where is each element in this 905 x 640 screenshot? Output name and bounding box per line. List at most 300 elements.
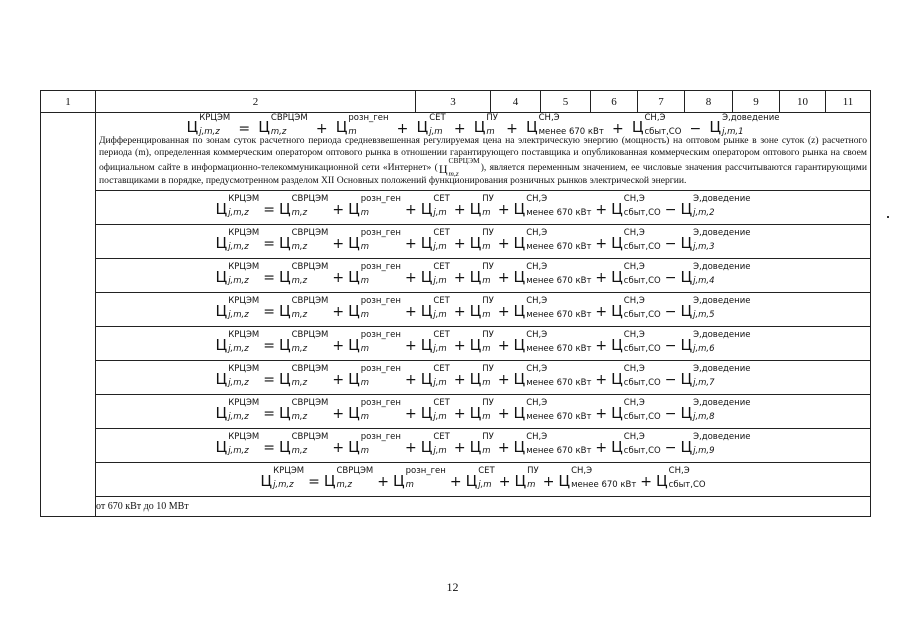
math-var [469, 296, 494, 321]
math-operator: + [497, 372, 510, 389]
math-base: Ц [513, 403, 526, 422]
math-base: Ц [278, 233, 291, 252]
table-row [41, 190, 871, 224]
math-var [348, 228, 401, 253]
math-subscript: j,m [433, 208, 447, 219]
math-base: Ц [513, 199, 526, 218]
math-operator: + [595, 440, 608, 457]
math-operator: − [664, 372, 677, 389]
tariff-table [40, 90, 871, 517]
math-subscript: j,m,8 [693, 412, 715, 423]
row-label-cell [41, 113, 96, 517]
math-superscript: СВРЦЭМ [291, 364, 329, 375]
math-base: Ц [469, 335, 482, 354]
math-base: Ц [348, 199, 360, 218]
math-superscript: КРЦЭМ [228, 228, 260, 239]
math-operator: − [664, 338, 677, 355]
math-var [469, 194, 494, 219]
math-var [258, 113, 308, 137]
math-operator: + [404, 440, 417, 457]
math-superscript: СН,Э [538, 113, 560, 123]
math-base: Ц [611, 233, 623, 252]
math-base: Ц [438, 161, 448, 176]
math-base: Ц [215, 233, 228, 252]
math-base: Ц [348, 403, 360, 422]
math-subscript: менее 670 кВт [571, 480, 637, 491]
math-superscript: КРЦЭМ [228, 398, 260, 409]
table-row [41, 360, 871, 394]
math-subscript: m [405, 480, 414, 491]
math-subscript: j,m,z [199, 126, 220, 137]
math-superscript: ПУ [482, 432, 494, 443]
math-operator: + [332, 440, 345, 457]
math-subscript: m [360, 446, 370, 457]
math-subscript: m [482, 344, 491, 355]
math-subscript: j,m,9 [693, 446, 715, 457]
math-subscript: менее 670 кВт [526, 344, 592, 355]
math-base: Ц [215, 403, 228, 422]
math-subscript: m,z [291, 310, 308, 321]
math-operator: + [453, 406, 466, 423]
math-base: Ц [473, 118, 486, 137]
math-superscript: КРЦЭМ [228, 432, 260, 443]
formula-cell [96, 113, 871, 191]
math-base: Ц [611, 437, 623, 456]
math-base: Ц [420, 335, 433, 354]
math-superscript: СЕТ [433, 398, 450, 409]
math-var [438, 155, 480, 178]
math-superscript: СН,Э [623, 330, 645, 341]
math-var [348, 194, 401, 219]
math-var [611, 398, 661, 423]
table-row [41, 292, 871, 326]
math-operator: + [542, 474, 555, 491]
math-operator: + [404, 270, 417, 287]
math-superscript: СН,Э [668, 466, 690, 477]
math-superscript: КРЦЭМ [228, 262, 260, 273]
math-subscript: j,m,z [228, 378, 249, 389]
math-base: Ц [469, 369, 482, 388]
math-operator: − [664, 236, 677, 253]
math-subscript: j,m [478, 480, 492, 491]
math-superscript: СН,Э [623, 262, 645, 273]
formula-cell [96, 428, 871, 462]
math-var [416, 113, 446, 137]
math-operator: = [263, 338, 275, 355]
math-operator: + [332, 202, 345, 219]
math-superscript: Э,доведение [693, 262, 751, 273]
formula-cell [96, 394, 871, 428]
math-base: Ц [513, 301, 526, 320]
math-base: Ц [348, 335, 360, 354]
scan-artifact [887, 216, 889, 218]
math-var [558, 466, 637, 491]
math-superscript: СЕТ [478, 466, 495, 477]
math-var [215, 432, 260, 457]
math-var [469, 432, 494, 457]
math-base: Ц [420, 233, 433, 252]
math-operator: + [497, 338, 510, 355]
math-var [680, 262, 751, 287]
math-subscript: j,m,z [228, 344, 249, 355]
math-subscript: m [360, 310, 370, 321]
math-base: Ц [420, 437, 433, 456]
math-var [420, 364, 450, 389]
math-superscript: Э,доведение [693, 364, 751, 375]
math-subscript: j,m,4 [693, 276, 715, 287]
math-base: Ц [514, 471, 527, 490]
math-var [420, 330, 450, 355]
math-var [513, 262, 592, 287]
math-superscript: СВРЦЭМ [291, 228, 329, 239]
math-subscript: менее 670 кВт [526, 412, 592, 423]
math-superscript: Э,доведение [693, 330, 751, 341]
math-var [680, 364, 751, 389]
table-row [41, 326, 871, 360]
math-operator: + [611, 120, 624, 137]
math-subscript: m [482, 412, 491, 423]
formula [96, 113, 870, 137]
math-var [514, 466, 539, 491]
math-base: Ц [258, 118, 270, 137]
math-base: Ц [260, 471, 273, 490]
math-var [348, 262, 401, 287]
math-base: Ц [513, 369, 526, 388]
math-subscript: m [482, 208, 491, 219]
math-subscript: менее 670 кВт [538, 126, 604, 137]
math-base: Ц [278, 199, 291, 218]
math-base: Ц [680, 369, 693, 388]
math-base: Ц [186, 118, 199, 137]
math-superscript: КРЦЭМ [273, 466, 305, 477]
table-row [41, 394, 871, 428]
formula [96, 296, 870, 321]
math-var [469, 262, 494, 287]
math-var [469, 228, 494, 253]
math-var [513, 398, 592, 423]
math-base: Ц [611, 301, 623, 320]
math-subscript: m [482, 446, 491, 457]
math-var [611, 296, 661, 321]
math-base: Ц [348, 233, 360, 252]
column-header: 11 [826, 91, 871, 113]
math-operator: − [664, 440, 677, 457]
math-subscript: сбыт,СО [668, 480, 706, 491]
math-superscript: ПУ [482, 262, 494, 273]
math-var [513, 364, 592, 389]
math-superscript: Э,доведение [693, 194, 751, 205]
formula [96, 330, 870, 355]
math-var [278, 228, 329, 253]
math-superscript: розн_ген [360, 228, 401, 239]
math-subscript: m [360, 344, 370, 355]
math-operator: = [238, 120, 251, 137]
math-superscript: СЕТ [429, 113, 446, 123]
math-subscript: j,m,z [228, 208, 249, 219]
math-superscript: ПУ [482, 228, 494, 239]
math-superscript: СВРЦЭМ [291, 398, 329, 409]
math-var [348, 296, 401, 321]
math-superscript: СН,Э [623, 432, 645, 443]
math-operator: = [263, 202, 275, 219]
math-var [420, 398, 450, 423]
math-subscript: m,z [291, 276, 308, 287]
math-base: Ц [215, 437, 228, 456]
math-subscript: m,z [291, 446, 308, 457]
formula-cell [96, 224, 871, 258]
math-base: Ц [392, 471, 405, 490]
math-var [680, 228, 751, 253]
formula [96, 466, 870, 491]
math-var [348, 330, 401, 355]
math-superscript: СЕТ [433, 228, 450, 239]
math-superscript: СН,Э [623, 296, 645, 307]
math-base: Ц [558, 471, 571, 490]
math-base: Ц [278, 267, 291, 286]
math-superscript: розн_ген [360, 330, 401, 341]
math-base: Ц [420, 199, 433, 218]
math-subscript: менее 670 кВт [526, 446, 592, 457]
math-superscript: СН,Э [571, 466, 593, 477]
math-superscript: СВРЦЭМ [291, 432, 329, 443]
math-operator: = [263, 406, 275, 423]
math-var [215, 296, 260, 321]
math-base: Ц [278, 403, 291, 422]
math-superscript: розн_ген [360, 194, 401, 205]
math-subscript: m,z [291, 378, 308, 389]
math-subscript: m [348, 126, 357, 137]
math-var [278, 330, 329, 355]
math-subscript: менее 670 кВт [526, 208, 592, 219]
math-operator: + [595, 236, 608, 253]
math-var [215, 262, 260, 287]
math-subscript: m [482, 276, 491, 287]
math-superscript: СЕТ [433, 330, 450, 341]
math-base: Ц [215, 301, 228, 320]
math-subscript: j,m,2 [693, 208, 715, 219]
math-base: Ц [680, 335, 693, 354]
math-superscript: ПУ [482, 296, 494, 307]
math-var [611, 194, 661, 219]
math-operator: + [595, 338, 608, 355]
math-subscript: j,m [433, 242, 447, 253]
math-superscript: СН,Э [623, 398, 645, 409]
math-superscript: СВРЦЭМ [448, 155, 480, 165]
math-base: Ц [611, 335, 623, 354]
math-subscript: менее 670 кВт [526, 276, 592, 287]
math-subscript: j,m,6 [693, 344, 715, 355]
math-superscript: СЕТ [433, 432, 450, 443]
math-subscript: менее 670 кВт [526, 242, 592, 253]
math-operator: + [453, 120, 466, 137]
math-subscript: j,m,5 [693, 310, 715, 321]
math-superscript: СН,Э [526, 364, 548, 375]
math-var [420, 432, 450, 457]
math-base: Ц [680, 437, 693, 456]
math-var [680, 296, 751, 321]
math-var [348, 432, 401, 457]
math-subscript: сбыт,СО [623, 378, 661, 389]
math-superscript: СН,Э [526, 262, 548, 273]
math-subscript: j,m [433, 378, 447, 389]
page-number: 12 [446, 580, 459, 594]
math-operator: + [332, 270, 345, 287]
math-subscript: j,m [429, 126, 443, 137]
math-base: Ц [656, 471, 668, 490]
math-base: Ц [680, 267, 693, 286]
formula [96, 262, 870, 287]
math-var [392, 466, 446, 491]
math-subscript: j,m,1 [722, 126, 744, 137]
math-subscript: m,z [291, 344, 308, 355]
math-operator: + [404, 202, 417, 219]
math-var [680, 398, 751, 423]
math-superscript: розн_ген [360, 262, 401, 273]
math-operator: + [453, 440, 466, 457]
math-subscript: m,z [336, 480, 352, 491]
math-base: Ц [323, 471, 336, 490]
math-superscript: Э,доведение [693, 228, 751, 239]
math-base: Ц [513, 437, 526, 456]
table-row [41, 258, 871, 292]
math-base: Ц [416, 118, 429, 137]
math-operator: + [332, 372, 345, 389]
math-superscript: СН,Э [623, 194, 645, 205]
formula [96, 364, 870, 389]
math-base: Ц [611, 403, 623, 422]
math-superscript: розн_ген [348, 113, 389, 123]
math-var [611, 364, 661, 389]
math-superscript: Э,доведение [722, 113, 780, 123]
formula-cell [96, 462, 871, 496]
math-base: Ц [469, 301, 482, 320]
math-operator: + [404, 406, 417, 423]
math-var [465, 466, 495, 491]
math-operator: + [453, 304, 466, 321]
math-var [611, 432, 661, 457]
math-superscript: СЕТ [433, 364, 450, 375]
math-base: Ц [215, 369, 228, 388]
math-subscript: m,z [270, 126, 287, 137]
math-base: Ц [348, 267, 360, 286]
formula-description: Дифференцированная по зонам суток расчетного периода средневзвешенная регулируемая цена на электрическую энергию (мощность) на оптовом рынке в зоне суток (z) расчетного периода (m), определенная коммерческим оператором оптового рынка в отношении гарантирующего поставщика и опубликованная коммерческим оператором оптового рынка на своем официальном сайте в информационно-телекоммуникационной сети «Интернет» (Ц СВРЦЭМ m,z ), является переменным значением, ее числовые значения рассчитываются гарантирующими поставщиками в порядке, предусмотренном разделом XII Основных положений функционирования розничных рынков электрической энергии. [99, 134, 867, 187]
math-var [335, 113, 389, 137]
math-superscript: КРЦЭМ [228, 194, 260, 205]
math-base: Ц [278, 369, 291, 388]
math-base: Ц [611, 199, 623, 218]
formula-cell [96, 258, 871, 292]
math-subscript: j,m,7 [693, 378, 715, 389]
math-superscript: КРЦЭМ [228, 364, 260, 375]
math-subscript: j,m [433, 412, 447, 423]
math-operator: + [315, 120, 328, 137]
math-superscript: СВРЦЭМ [336, 466, 374, 477]
math-var [215, 398, 260, 423]
math-operator: + [453, 270, 466, 287]
math-superscript: ПУ [527, 466, 539, 477]
math-superscript: КРЦЭМ [228, 330, 260, 341]
math-base: Ц [278, 301, 291, 320]
math-operator: + [404, 338, 417, 355]
math-operator: + [497, 236, 510, 253]
math-subscript: m [360, 208, 370, 219]
math-subscript: сбыт,СО [623, 344, 661, 355]
math-operator: + [332, 304, 345, 321]
math-base: Ц [465, 471, 478, 490]
math-superscript: СН,Э [644, 113, 666, 123]
column-header: 5 [541, 91, 591, 113]
math-operator: + [453, 372, 466, 389]
math-subscript: j,m [433, 446, 447, 457]
math-var [278, 398, 329, 423]
math-var [513, 194, 592, 219]
math-base: Ц [680, 199, 693, 218]
math-superscript: ПУ [486, 113, 498, 123]
math-operator: + [396, 120, 409, 137]
math-base: Ц [215, 199, 228, 218]
math-subscript: m [527, 480, 536, 491]
math-subscript: m [486, 126, 495, 137]
table-row [41, 462, 871, 496]
math-var [611, 330, 661, 355]
math-base: Ц [469, 267, 482, 286]
math-subscript: m,z [448, 168, 459, 178]
math-base: Ц [420, 369, 433, 388]
math-var [680, 330, 751, 355]
math-subscript: сбыт,СО [644, 126, 682, 137]
math-base: Ц [420, 403, 433, 422]
math-operator: − [664, 270, 677, 287]
column-header: 3 [416, 91, 491, 113]
math-superscript: СВРЦЭМ [270, 113, 308, 123]
column-header: 8 [685, 91, 733, 113]
math-var [278, 296, 329, 321]
math-superscript: СН,Э [526, 228, 548, 239]
formula-cell [96, 360, 871, 394]
formula-cell [96, 190, 871, 224]
math-var [525, 113, 604, 137]
math-base: Ц [680, 403, 693, 422]
math-superscript: розн_ген [360, 296, 401, 307]
math-base: Ц [348, 369, 360, 388]
math-var [513, 432, 592, 457]
math-superscript: СВРЦЭМ [291, 194, 329, 205]
math-operator: + [595, 270, 608, 287]
math-subscript: сбыт,СО [623, 276, 661, 287]
math-operator: + [404, 236, 417, 253]
math-var [473, 113, 498, 137]
math-subscript: сбыт,СО [623, 446, 661, 457]
math-superscript: СН,Э [526, 398, 548, 409]
math-operator: + [453, 202, 466, 219]
math-operator: + [595, 406, 608, 423]
math-operator: + [498, 474, 511, 491]
math-var [469, 398, 494, 423]
table-row [41, 428, 871, 462]
math-operator: + [497, 270, 510, 287]
math-operator: − [664, 202, 677, 219]
math-var [278, 432, 329, 457]
math-operator: + [497, 304, 510, 321]
math-superscript: СВРЦЭМ [291, 330, 329, 341]
math-base: Ц [420, 267, 433, 286]
column-header: 10 [780, 91, 826, 113]
column-header: 7 [638, 91, 685, 113]
math-subscript: сбыт,СО [623, 242, 661, 253]
math-base: Ц [513, 233, 526, 252]
math-operator: + [404, 304, 417, 321]
math-var [680, 194, 751, 219]
